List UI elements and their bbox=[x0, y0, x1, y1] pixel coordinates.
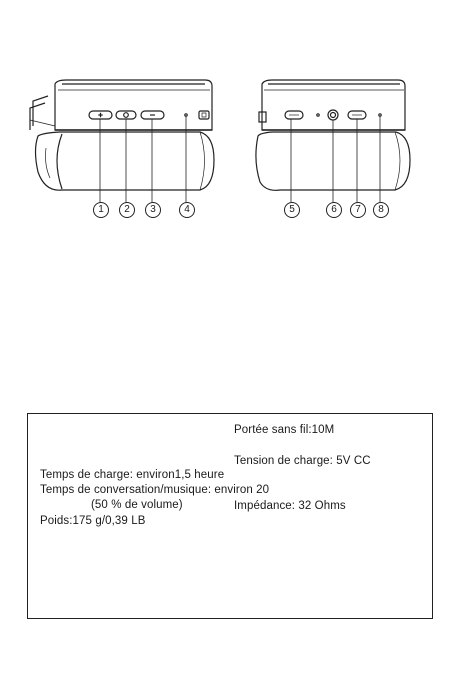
spec-impedance: Impédance: 32 Ohms bbox=[234, 500, 346, 512]
callout-5: 5 bbox=[284, 202, 300, 218]
spec-weight: Poids:175 g/0,39 LB bbox=[40, 515, 146, 527]
callout-2: 2 bbox=[119, 202, 135, 218]
callout-3: 3 bbox=[145, 202, 161, 218]
spec-range: Portée sans fil:10M bbox=[234, 424, 335, 436]
callout-7: 7 bbox=[350, 202, 366, 218]
spec-talk-time-note: (50 % de volume) bbox=[91, 499, 183, 511]
spec-talk-time: Temps de conversation/musique: environ 20 bbox=[40, 484, 270, 496]
spec-charge-voltage: Tension de charge: 5V CC bbox=[234, 455, 371, 467]
specifications-box bbox=[27, 413, 433, 619]
headphone-controls-diagram bbox=[0, 0, 454, 240]
callout-8: 8 bbox=[373, 202, 389, 218]
spec-charge-time: Temps de charge: environ1,5 heure bbox=[40, 469, 225, 481]
callout-1: 1 bbox=[93, 202, 109, 218]
callout-4: 4 bbox=[179, 202, 195, 218]
callout-6: 6 bbox=[326, 202, 342, 218]
